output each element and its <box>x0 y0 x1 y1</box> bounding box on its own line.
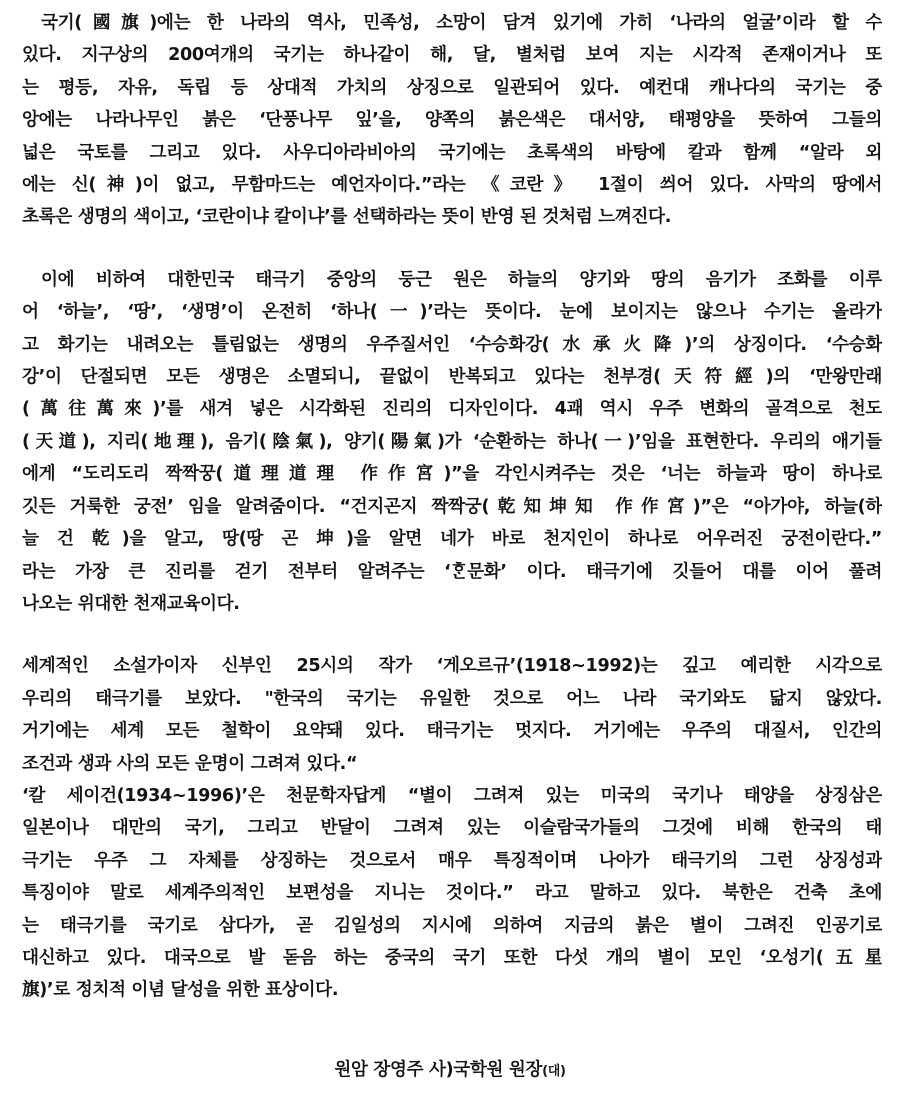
text-line: 라는 가장 큰 진리를 걷기 전부터 알려주는 ‘ᄒᆞᆫ문화’ 이다. 태극기에 깃들어 대를 이어 풀려 <box>22 561 882 582</box>
text-line: 에게 “도리도리 짝짝꿍(道理道理 作作宮)”을 각인시켜주는 것은 ‘너는 하늘과 땅이 하나로 <box>22 464 882 485</box>
text-line: 어 ‘하늘’, ‘땅’, ‘생명’이 온전히 ‘하나(一)’라는 뜻이다. 눈에 보이지는 않으나 수기는 올라가 <box>22 302 882 323</box>
text-line: 이에 비하여 대한민국 태극기 중앙의 둥근 원은 하늘의 양기와 땅의 음기가 조화를 이루 <box>41 269 882 290</box>
text-line: 우리의 태극기를 보았다. "한국의 국기는 유일한 것으로 어느 나라 국기와도 닮지 않았다. <box>22 688 882 709</box>
text-line: 초록은 생명의 색이고, ‘코란이냐 칼이냐’를 선택하라는 뜻이 반영 된 것처럼 느껴진다. <box>22 207 672 228</box>
text-line: 깃든 거룩한 궁전’ 임을 알려줌이다. “건지곤지 짝짝궁(乾知坤知 作作宮)”은 “아가야, 하늘(하 <box>22 496 882 517</box>
text-line: 있다. 지구상의 200여개의 국기는 하나같이 해, 달, 별처럼 보여 지는 시각적 존재이거나 또 <box>22 45 882 66</box>
text-line: 일본이나 대만의 국기, 그리고 반달이 그려져 있는 이슬람국가들의 그것에 비해 한국의 태 <box>22 818 882 839</box>
signature-text: 원암 장영주 사)국학원 원장 <box>334 1060 543 1080</box>
text-line: 대신하고 있다. 대국으로 발 돋음 하는 중국의 국기 또한 다섯 개의 별이 모인 ‘오성기(五星 <box>22 947 882 968</box>
text-line: 에는 신(神)이 없고, 무함마드는 예언자이다.”라는 《코란》 1절이 씌어 있다. 사막의 땅에서 <box>22 175 882 196</box>
paragraph-1 <box>22 7 882 234</box>
text-line: 극기는 우주 그 자체를 상징하는 것으로서 매우 특징적이며 나아가 태극기의 그런 상징성과 <box>22 850 882 871</box>
text-line: 거기에는 세계 모든 철학이 요약돼 있다. 태극기는 멋지다. 거기에는 우주의 대질서, 인간의 <box>22 721 882 742</box>
signature-suffix: (대) <box>542 1064 566 1079</box>
text-line: (天道), 지리(地理), 음기(陰氣), 양기(陽氣)가 ‘순환하는 하나(一)’임을 표현한다. 우리의 애기들 <box>22 431 882 452</box>
text-line: 나오는 위대한 천재교육이다. <box>22 593 240 614</box>
text-line: (萬往萬來)’를 새겨 넣은 시각화된 진리의 디자인이다. 4괘 역시 우주 변화의 골격으로 천도 <box>22 399 882 420</box>
text-line: 세계적인 소설가이자 신부인 25시의 작가 ‘게오르규’(1918~1992)는 깊고 예리한 시각으로 <box>22 656 882 677</box>
text-line: 고 화기는 내려오는 틀림없는 생명의 우주질서인 ‘수승화강(水承火降)’의 상징이다. ‘수승화 <box>22 334 882 355</box>
text-line: ‘칼 세이건(1934~1996)’은 천문학자답게 “별이 그려져 있는 미국의 국기나 태양을 상징삼은 <box>22 785 882 806</box>
text-line: 조건과 생과 사의 모든 운명이 그려져 있다.“ <box>22 753 358 774</box>
text-line: 는 태극기를 국기로 삼다가, 곧 김일성의 지시에 의하여 지금의 붉은 별이 그려진 인공기로 <box>22 915 882 936</box>
text-line: 국기(國旗)에는 한 나라의 역사, 민족성, 소망이 담겨 있기에 가히 ‘나라의 얼굴’이라 할 수 <box>41 13 882 33</box>
text-line: 앙에는 나라나무인 붉은 ‘단풍나무 잎’을, 양쪽의 붉은색은 대서양, 태평양을 뜻하여 그들의 <box>22 110 882 131</box>
text-line: 旗)’로 정치적 이념 달성을 위한 표상이다. <box>22 980 339 1001</box>
text-line: 강’이 단절되면 모든 생명은 소멸되니, 끝없이 반복되고 있다는 천부경(天符經)의 ‘만왕만래 <box>22 367 882 388</box>
paragraph-3 <box>22 650 882 1006</box>
text-line: 특징이야 말로 세계주의적인 보편성을 지니는 것이다.” 라고 말하고 있다. 북한은 건축 초에 <box>22 883 882 904</box>
text-line: 늘 건 乾)을 알고, 땅(땅 곤 坤)을 알면 네가 바로 천지인이 하나로 어우러진 궁전이란다.” <box>22 529 882 550</box>
text-line: 는 평등, 자유, 독립 등 상대적 가치의 상징으로 일관되어 있다. 예컨대 캐나다의 국기는 중 <box>22 77 882 98</box>
paragraph-2 <box>22 264 882 620</box>
text-line: 넓은 국토를 그리고 있다. 사우디아라비아의 국기에는 초록색의 바탕에 칼과 함께 “알라 외 <box>22 142 882 163</box>
author-signature <box>0 1056 900 1081</box>
